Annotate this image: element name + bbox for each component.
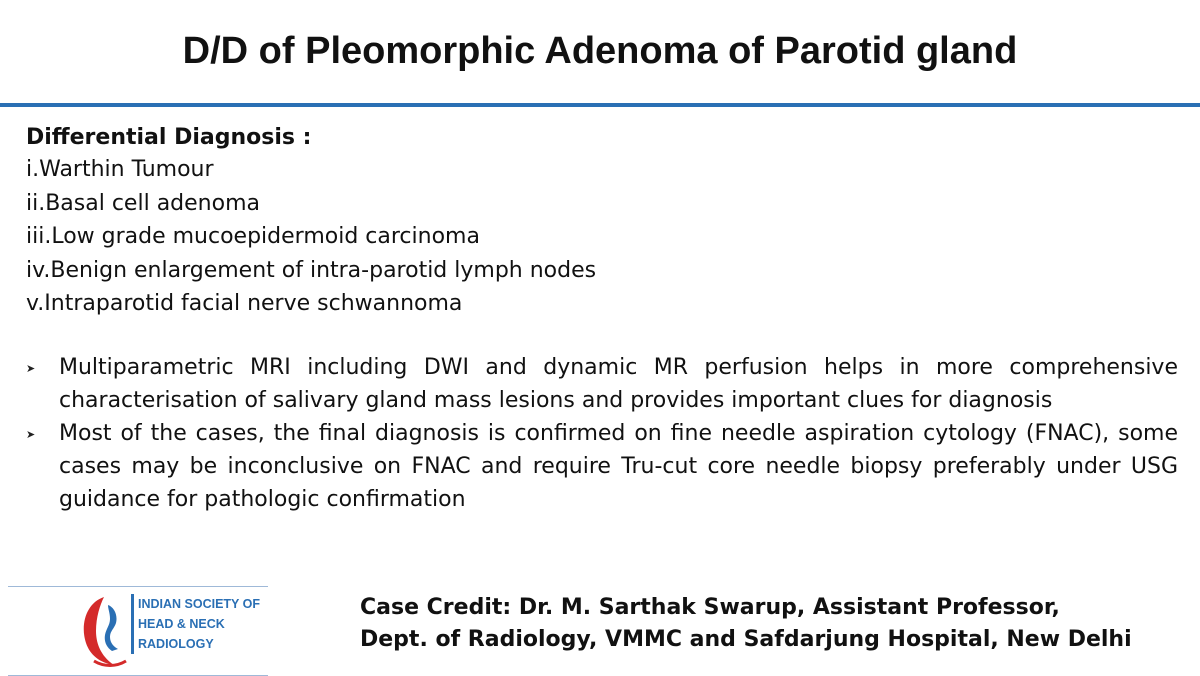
- differential-item: i.Warthin Tumour: [26, 157, 214, 182]
- differential-heading: Differential Diagnosis :: [26, 125, 312, 150]
- logo-line: INDIAN SOCIETY OF: [138, 597, 261, 611]
- isnhr-logo-icon: [74, 591, 128, 669]
- note-text: Multiparametric MRI including DWI and dynamic MR perfusion helps in more comprehensive characterisation of salivary gland mass lesions and provides important clues for diagnosis: [59, 355, 1178, 413]
- notes-list: [26, 351, 1178, 516]
- differential-item: iv.Benign enlargement of intra-parotid lymph nodes: [26, 257, 597, 283]
- differential-item: v.Intraparotid facial nerve schwannoma: [26, 291, 463, 316]
- logo-wordmark: [131, 594, 268, 654]
- differential-list: [26, 153, 596, 321]
- logo-line: HEAD & NECK: [138, 617, 225, 631]
- title-divider: [0, 103, 1200, 107]
- differential-item: ii.Basal cell adenoma: [26, 190, 260, 216]
- credit-line: Dept. of Radiology, VMMC and Safdarjung Hospital, New Delhi: [360, 627, 1132, 652]
- slide-title: D/D of Pleomorphic Adenoma of Parotid gland: [182, 30, 1018, 72]
- note-text: Most of the cases, the final diagnosis is confirmed on fine needle aspiration cytology (FNAC), some cases may be inconclusive on FNAC and require Tru-cut core needle biopsy preferably under USG guidance for pathologic confirmation: [59, 421, 1178, 512]
- society-logo: [8, 586, 268, 676]
- differential-item: iii.Low grade mucoepidermoid carcinoma: [26, 224, 480, 249]
- arrowhead-bullet-icon: ➤: [26, 362, 36, 375]
- case-credit: [360, 592, 1132, 656]
- note-item: [26, 417, 1178, 516]
- arrowhead-bullet-icon: ➤: [26, 428, 36, 441]
- credit-line: Case Credit: Dr. M. Sarthak Swarup, Assistant Professor,: [360, 595, 1060, 620]
- logo-line: RADIOLOGY: [138, 637, 214, 651]
- note-item: [26, 351, 1178, 417]
